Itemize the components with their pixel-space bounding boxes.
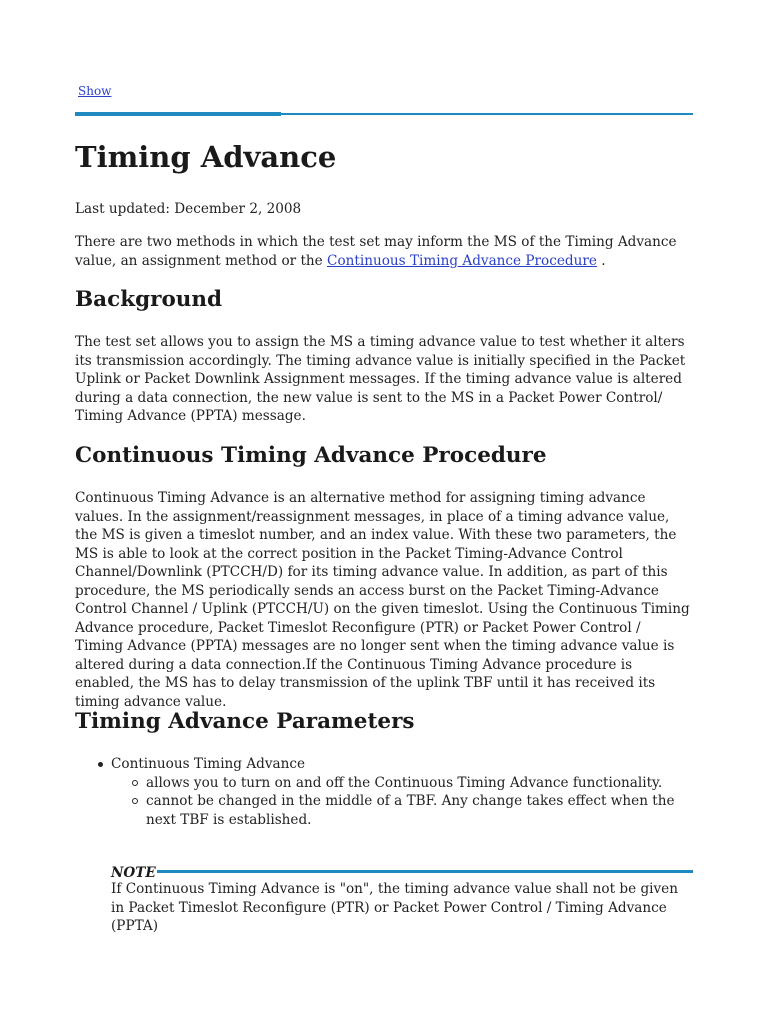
- note-box: [111, 862, 693, 936]
- page-title: Timing Advance: [75, 140, 337, 174]
- background-paragraph: The test set allows you to assign the MS a timing advance value to test whether it alters its transmission accordingly. The timing advance value is initially specified in the Packet Uplink or Packet Downlink Assignment messages. If the timing advance value is altered during a data connection, the new value is sent to the MS in a Packet Power Control/ Timing Advance (PPTA) message.: [75, 334, 686, 424]
- list-item: [75, 755, 693, 829]
- note-divider: [111, 870, 693, 873]
- intro-text-end: .: [596, 252, 606, 269]
- section-heading-ctap: Continuous Timing Advance Procedure: [75, 443, 547, 468]
- section-heading-background: Background: [75, 287, 223, 312]
- ctap-paragraph: Continuous Timing Advance is an alternative method for assigning timing advance values. In the assignment/reassignment messages, in place of a timing advance value, the MS is given a timeslot number, and an index value. With these two parameters, the MS is able to look at the correct position in the Packet Timing-Advance Control Channel/Downlink (PTCCH/D) for its timing advance value. In addition, as part of this procedure, the MS periodically sends an access burst on the Packet Timing-Advance Control Channel / Uplink (PTCCH/U) on the given timeslot. Using the Continuous Timing Advance procedure, Packet Timeslot Reconfigure (PTR) or Packet Power Control / Timing Advance (PPTA) messages are no longer sent when the timing advance value is altered during a data connection.If the Continuous Timing Advance procedure is enabled, the MS has to delay transmission of the uplink TBF until it has received its timing advance value.: [75, 490, 690, 710]
- ctap-link[interactable]: Continuous Timing Advance Procedure: [327, 252, 597, 269]
- section-heading-parameters: Timing Advance Parameters: [75, 709, 415, 734]
- intro-text: There are two methods in which the test set may inform the MS of the Timing Advance value, an assignment method or the: [75, 234, 677, 269]
- parameter-sublist: [111, 774, 693, 830]
- show-link[interactable]: Show: [78, 84, 112, 98]
- last-updated: Last updated: December 2, 2008: [75, 201, 302, 217]
- intro-paragraph: [75, 233, 693, 270]
- list-item: allows you to turn on and off the Continuous Timing Advance functionality.: [111, 774, 691, 793]
- parameters-list: [75, 755, 693, 829]
- note-label: NOTE: [111, 865, 156, 881]
- parameter-label: Continuous Timing Advance: [111, 756, 306, 772]
- note-text: If Continuous Timing Advance is "on", the timing advance value shall not be given in Packet Timeslot Reconfigure (PTR) or Packet Power Control / Timing Advance (PPTA): [111, 881, 678, 934]
- list-item: cannot be changed in the middle of a TBF. Any change takes effect when the next TBF is established.: [111, 792, 691, 829]
- header-divider: [75, 112, 693, 115]
